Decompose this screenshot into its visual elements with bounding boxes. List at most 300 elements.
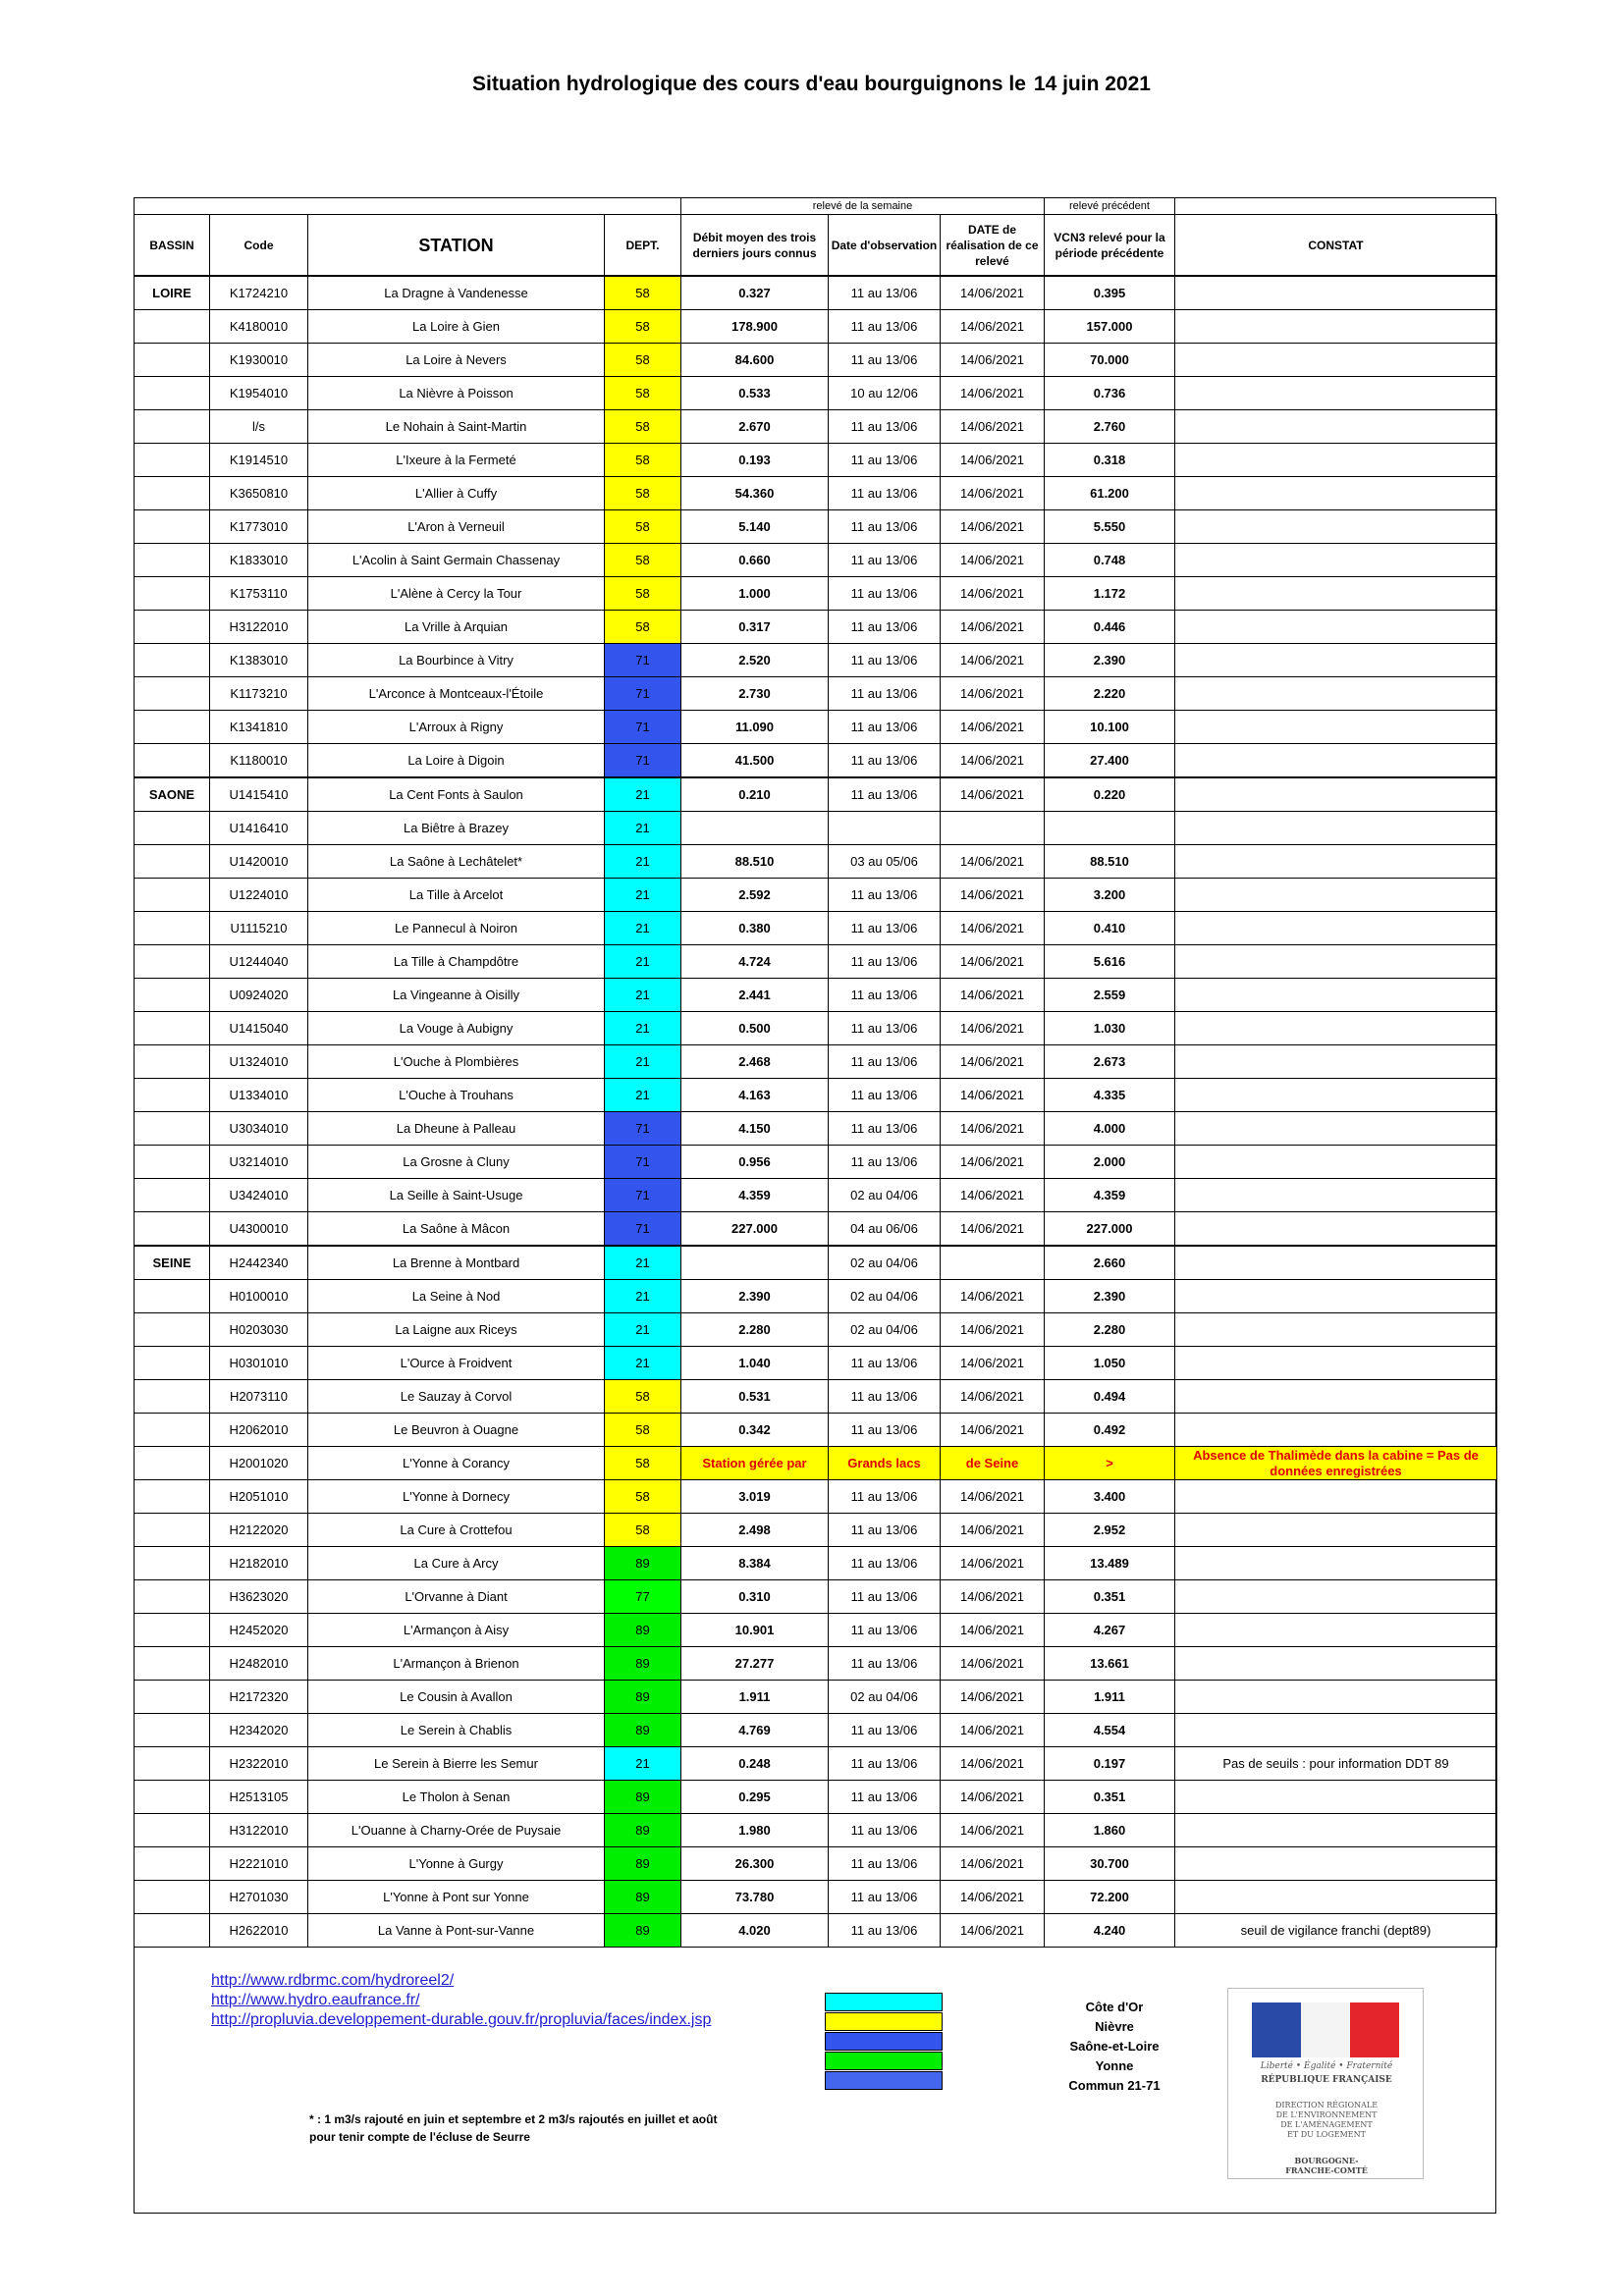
cell-vcn3: 88.510 bbox=[1045, 845, 1175, 879]
cell-bassin bbox=[135, 1914, 210, 1948]
cell-station: La Laigne aux Riceys bbox=[308, 1313, 605, 1347]
cell-debit: 2.730 bbox=[681, 677, 829, 711]
cell-date-releve: 14/06/2021 bbox=[941, 1814, 1045, 1847]
cell-date-obs: 11 au 13/06 bbox=[829, 777, 941, 812]
cell-code: U1415040 bbox=[210, 1012, 308, 1045]
cell-date-obs: 11 au 13/06 bbox=[829, 444, 941, 477]
group-header-week: relevé de la semaine bbox=[681, 198, 1045, 215]
cell-debit: 0.531 bbox=[681, 1380, 829, 1414]
cell-dept: 21 bbox=[605, 777, 681, 812]
table-row bbox=[135, 1079, 1497, 1112]
cell-code: K1930010 bbox=[210, 344, 308, 377]
cell-debit: 1.980 bbox=[681, 1814, 829, 1847]
cell-dept: 21 bbox=[605, 1012, 681, 1045]
cell-code: U4300010 bbox=[210, 1212, 308, 1247]
cell-constat bbox=[1175, 777, 1497, 812]
cell-constat bbox=[1175, 1547, 1497, 1580]
cell-station: La Grosne à Cluny bbox=[308, 1146, 605, 1179]
table-row bbox=[135, 1313, 1497, 1347]
cell-bassin bbox=[135, 1012, 210, 1045]
cell-debit: 8.384 bbox=[681, 1547, 829, 1580]
cell-vcn3: 0.318 bbox=[1045, 444, 1175, 477]
cell-dept: 21 bbox=[605, 1347, 681, 1380]
cell-bassin bbox=[135, 1614, 210, 1647]
cell-constat bbox=[1175, 410, 1497, 444]
legend-label-saone-et-loire: Saône-et-Loire bbox=[1069, 2039, 1160, 2054]
cell-date-releve: 14/06/2021 bbox=[941, 1881, 1045, 1914]
cell-dept: 71 bbox=[605, 711, 681, 744]
cell-station: L'Ouche à Trouhans bbox=[308, 1079, 605, 1112]
table-row bbox=[135, 1380, 1497, 1414]
cell-date-releve: 14/06/2021 bbox=[941, 945, 1045, 979]
cell-code: H2122020 bbox=[210, 1514, 308, 1547]
links-list bbox=[211, 1971, 711, 2030]
table-row bbox=[135, 879, 1497, 912]
cell-constat bbox=[1175, 510, 1497, 544]
table-row bbox=[135, 1045, 1497, 1079]
cell-vcn3: 61.200 bbox=[1045, 477, 1175, 510]
cell-vcn3: 72.200 bbox=[1045, 1881, 1175, 1914]
cell-debit: 54.360 bbox=[681, 477, 829, 510]
cell-date-releve: 14/06/2021 bbox=[941, 1714, 1045, 1747]
cell-bassin bbox=[135, 945, 210, 979]
cell-vcn3: 1.172 bbox=[1045, 577, 1175, 611]
cell-code: H2322010 bbox=[210, 1747, 308, 1781]
cell-date-obs: 11 au 13/06 bbox=[829, 1012, 941, 1045]
cell-constat bbox=[1175, 1647, 1497, 1681]
cell-constat: seuil de vigilance franchi (dept89) bbox=[1175, 1914, 1497, 1948]
cell-constat bbox=[1175, 544, 1497, 577]
cell-code: H2051010 bbox=[210, 1480, 308, 1514]
cell-code: H2172320 bbox=[210, 1681, 308, 1714]
cell-station: La Biêtre à Brazey bbox=[308, 812, 605, 845]
cell-code: H0203030 bbox=[210, 1313, 308, 1347]
cell-bassin bbox=[135, 1647, 210, 1681]
cell-vcn3: 2.000 bbox=[1045, 1146, 1175, 1179]
table-row bbox=[135, 410, 1497, 444]
cell-code: K1773010 bbox=[210, 510, 308, 544]
cell-date-obs: 11 au 13/06 bbox=[829, 677, 941, 711]
cell-station: La Dragne à Vandenesse bbox=[308, 276, 605, 310]
cell-bassin bbox=[135, 1179, 210, 1212]
cell-vcn3: 27.400 bbox=[1045, 744, 1175, 778]
cell-constat bbox=[1175, 879, 1497, 912]
cell-date-releve: 14/06/2021 bbox=[941, 1647, 1045, 1681]
cell-dept: 58 bbox=[605, 444, 681, 477]
cell-station: Le Cousin à Avallon bbox=[308, 1681, 605, 1714]
footnote-line-2: pour tenir compte de l'écluse de Seurre bbox=[309, 2130, 530, 2144]
cell-bassin bbox=[135, 611, 210, 644]
cell-dept: 89 bbox=[605, 1814, 681, 1847]
table-row bbox=[135, 1347, 1497, 1380]
footnote bbox=[309, 2110, 717, 2146]
link-rdbrmc[interactable]: http://www.rdbrmc.com/hydroreel2/ bbox=[211, 1972, 455, 1989]
table-row bbox=[135, 1447, 1497, 1480]
group-header-prev: relevé précédent bbox=[1045, 198, 1175, 215]
link-hydro-eaufrance[interactable]: http://www.hydro.eaufrance.fr/ bbox=[211, 1992, 420, 2008]
cell-constat bbox=[1175, 1280, 1497, 1313]
table-row bbox=[135, 812, 1497, 845]
cell-station: Le Serein à Bierre les Semur bbox=[308, 1747, 605, 1781]
cell-debit: 0.310 bbox=[681, 1580, 829, 1614]
cell-bassin bbox=[135, 1714, 210, 1747]
table-row bbox=[135, 1847, 1497, 1881]
cell-dept: 58 bbox=[605, 410, 681, 444]
cell-constat bbox=[1175, 644, 1497, 677]
cell-date-releve: 14/06/2021 bbox=[941, 1146, 1045, 1179]
table-row bbox=[135, 1681, 1497, 1714]
cell-dept: 58 bbox=[605, 1380, 681, 1414]
cell-debit: 5.140 bbox=[681, 510, 829, 544]
cell-code: H2622010 bbox=[210, 1914, 308, 1948]
cell-constat bbox=[1175, 1045, 1497, 1079]
cell-date-releve: 14/06/2021 bbox=[941, 1112, 1045, 1146]
cell-code: H2342020 bbox=[210, 1714, 308, 1747]
cell-vcn3: 1.030 bbox=[1045, 1012, 1175, 1045]
cell-date-releve: 14/06/2021 bbox=[941, 310, 1045, 344]
cell-debit: 2.441 bbox=[681, 979, 829, 1012]
cell-constat bbox=[1175, 577, 1497, 611]
cell-vcn3: 0.197 bbox=[1045, 1747, 1175, 1781]
cell-date-releve: 14/06/2021 bbox=[941, 510, 1045, 544]
col-header-code: Code bbox=[210, 215, 308, 277]
cell-dept: 21 bbox=[605, 912, 681, 945]
cell-vcn3: 2.390 bbox=[1045, 1280, 1175, 1313]
cell-bassin bbox=[135, 1212, 210, 1247]
table-row bbox=[135, 979, 1497, 1012]
table-row bbox=[135, 1547, 1497, 1580]
cell-code: U1224010 bbox=[210, 879, 308, 912]
link-propluvia[interactable]: http://propluvia.developpement-durable.gouv.fr/propluvia/faces/index.jsp bbox=[211, 2011, 712, 2028]
cell-vcn3: 2.760 bbox=[1045, 410, 1175, 444]
cell-debit: 0.500 bbox=[681, 1012, 829, 1045]
cell-bassin bbox=[135, 1313, 210, 1347]
cell-debit: 4.020 bbox=[681, 1914, 829, 1948]
table-row bbox=[135, 1914, 1497, 1948]
cell-vcn3: 30.700 bbox=[1045, 1847, 1175, 1881]
cell-debit: 2.468 bbox=[681, 1045, 829, 1079]
table-row bbox=[135, 510, 1497, 544]
cell-vcn3: 4.267 bbox=[1045, 1614, 1175, 1647]
cell-date-releve: 14/06/2021 bbox=[941, 1614, 1045, 1647]
cell-vcn3: 4.240 bbox=[1045, 1914, 1175, 1948]
cell-date-releve bbox=[941, 812, 1045, 845]
cell-vcn3: 2.220 bbox=[1045, 677, 1175, 711]
cell-constat bbox=[1175, 1514, 1497, 1547]
cell-constat bbox=[1175, 979, 1497, 1012]
cell-vcn3: 10.100 bbox=[1045, 711, 1175, 744]
cell-debit: 73.780 bbox=[681, 1881, 829, 1914]
cell-date-obs: 11 au 13/06 bbox=[829, 1547, 941, 1580]
cell-dept: 21 bbox=[605, 979, 681, 1012]
cell-vcn3: 0.351 bbox=[1045, 1781, 1175, 1814]
cell-station: La Cent Fonts à Saulon bbox=[308, 777, 605, 812]
cell-code: U1324010 bbox=[210, 1045, 308, 1079]
cell-constat bbox=[1175, 1112, 1497, 1146]
cell-station: Le Nohain à Saint-Martin bbox=[308, 410, 605, 444]
cell-dept: 89 bbox=[605, 1847, 681, 1881]
cell-constat bbox=[1175, 1012, 1497, 1045]
table-row bbox=[135, 1647, 1497, 1681]
cell-date-releve: 14/06/2021 bbox=[941, 1480, 1045, 1514]
cell-code: H2452020 bbox=[210, 1614, 308, 1647]
cell-debit: 84.600 bbox=[681, 344, 829, 377]
cell-vcn3: 0.351 bbox=[1045, 1580, 1175, 1614]
cell-dept: 89 bbox=[605, 1647, 681, 1681]
cell-date-obs: 04 au 06/06 bbox=[829, 1212, 941, 1247]
table-row bbox=[135, 777, 1497, 812]
cell-station: L'Arroux à Rigny bbox=[308, 711, 605, 744]
cell-date-releve: 14/06/2021 bbox=[941, 1280, 1045, 1313]
col-header-station: STATION bbox=[308, 215, 605, 277]
table-row bbox=[135, 477, 1497, 510]
cell-date-releve: 14/06/2021 bbox=[941, 377, 1045, 410]
table-row bbox=[135, 1112, 1497, 1146]
cell-debit: 4.769 bbox=[681, 1714, 829, 1747]
cell-dept: 58 bbox=[605, 1514, 681, 1547]
cell-date-obs: 11 au 13/06 bbox=[829, 879, 941, 912]
cell-constat bbox=[1175, 477, 1497, 510]
cell-code: U1334010 bbox=[210, 1079, 308, 1112]
group-header-row bbox=[135, 198, 1497, 215]
cell-date-releve: 14/06/2021 bbox=[941, 1347, 1045, 1380]
cell-date-obs: 11 au 13/06 bbox=[829, 979, 941, 1012]
table-row bbox=[135, 1212, 1497, 1247]
col-header-debit: Débit moyen des trois derniers jours connus bbox=[681, 215, 829, 277]
cell-constat bbox=[1175, 276, 1497, 310]
table-row bbox=[135, 744, 1497, 778]
cell-debit: 0.295 bbox=[681, 1781, 829, 1814]
cell-date-obs: 11 au 13/06 bbox=[829, 1647, 941, 1681]
cell-date-obs: 11 au 13/06 bbox=[829, 544, 941, 577]
cell-station: La Nièvre à Poisson bbox=[308, 377, 605, 410]
cell-date-obs: 11 au 13/06 bbox=[829, 1045, 941, 1079]
cell-date-releve: 14/06/2021 bbox=[941, 410, 1045, 444]
legend-swatch-yonne bbox=[825, 2052, 943, 2070]
cell-code: H0301010 bbox=[210, 1347, 308, 1380]
cell-code: H2073110 bbox=[210, 1380, 308, 1414]
cell-bassin bbox=[135, 1045, 210, 1079]
cell-bassin bbox=[135, 1347, 210, 1380]
cell-constat bbox=[1175, 611, 1497, 644]
cell-station: L'Ouanne à Charny-Orée de Puysaie bbox=[308, 1814, 605, 1847]
logo-republic: RÉPUBLIQUE FRANÇAISE bbox=[1261, 2075, 1392, 2085]
cell-vcn3: 4.554 bbox=[1045, 1714, 1175, 1747]
cell-constat: Pas de seuils : pour information DDT 89 bbox=[1175, 1747, 1497, 1781]
cell-dept: 21 bbox=[605, 812, 681, 845]
legend-swatch-nievre bbox=[825, 2012, 943, 2031]
cell-vcn3: 2.952 bbox=[1045, 1514, 1175, 1547]
cell-bassin bbox=[135, 979, 210, 1012]
cell-bassin bbox=[135, 1146, 210, 1179]
cell-code: U3034010 bbox=[210, 1112, 308, 1146]
cell-date-obs: 11 au 13/06 bbox=[829, 477, 941, 510]
cell-debit: 11.090 bbox=[681, 711, 829, 744]
cell-vcn3: 4.335 bbox=[1045, 1079, 1175, 1112]
table-row bbox=[135, 1012, 1497, 1045]
cell-station: Le Sauzay à Corvol bbox=[308, 1380, 605, 1414]
cell-dept: 58 bbox=[605, 577, 681, 611]
title-date: 14 juin 2021 bbox=[1033, 73, 1151, 95]
cell-constat bbox=[1175, 1480, 1497, 1514]
cell-debit: 178.900 bbox=[681, 310, 829, 344]
cell-debit: Station gérée par bbox=[681, 1447, 829, 1480]
cell-code: U1420010 bbox=[210, 845, 308, 879]
cell-station: L'Armançon à Brienon bbox=[308, 1647, 605, 1681]
cell-bassin bbox=[135, 644, 210, 677]
cell-station: L'Ixeure à la Fermeté bbox=[308, 444, 605, 477]
cell-debit: 88.510 bbox=[681, 845, 829, 879]
table-row bbox=[135, 1280, 1497, 1313]
table-row bbox=[135, 344, 1497, 377]
cell-dept: 58 bbox=[605, 310, 681, 344]
cell-station: L'Allier à Cuffy bbox=[308, 477, 605, 510]
cell-bassin bbox=[135, 1814, 210, 1847]
footnote-line-1: * : 1 m3/s rajouté en juin et septembre et 2 m3/s rajoutés en juillet et août bbox=[309, 2112, 718, 2126]
cell-date-releve: 14/06/2021 bbox=[941, 979, 1045, 1012]
cell-vcn3: 5.616 bbox=[1045, 945, 1175, 979]
cell-code: H3623020 bbox=[210, 1580, 308, 1614]
table-row bbox=[135, 276, 1497, 310]
cell-date-obs: 11 au 13/06 bbox=[829, 945, 941, 979]
table-row bbox=[135, 444, 1497, 477]
cell-dept: 21 bbox=[605, 945, 681, 979]
cell-date-obs: 02 au 04/06 bbox=[829, 1246, 941, 1280]
cell-bassin bbox=[135, 477, 210, 510]
cell-code: U1244040 bbox=[210, 945, 308, 979]
cell-date-obs: 11 au 13/06 bbox=[829, 1781, 941, 1814]
cell-dept: 71 bbox=[605, 1179, 681, 1212]
cell-code: K1180010 bbox=[210, 744, 308, 778]
cell-debit bbox=[681, 812, 829, 845]
cell-code: H3122010 bbox=[210, 611, 308, 644]
cell-date-releve: 14/06/2021 bbox=[941, 1547, 1045, 1580]
cell-date-obs bbox=[829, 812, 941, 845]
cell-vcn3: 0.220 bbox=[1045, 777, 1175, 812]
cell-constat bbox=[1175, 1079, 1497, 1112]
cell-date-releve: 14/06/2021 bbox=[941, 611, 1045, 644]
cell-date-obs: Grands lacs bbox=[829, 1447, 941, 1480]
cell-debit: 0.660 bbox=[681, 544, 829, 577]
cell-vcn3: 0.748 bbox=[1045, 544, 1175, 577]
cell-dept: 58 bbox=[605, 1414, 681, 1447]
cell-debit: 0.533 bbox=[681, 377, 829, 410]
logo-motto: Liberté • Égalité • Fraternité bbox=[1260, 2061, 1393, 2071]
legend-label-cote-dor: Côte d'Or bbox=[1085, 2000, 1144, 2014]
cell-debit: 41.500 bbox=[681, 744, 829, 778]
cell-station: Le Tholon à Senan bbox=[308, 1781, 605, 1814]
col-header-constat: CONSTAT bbox=[1175, 215, 1497, 277]
cell-code: U1415410 bbox=[210, 777, 308, 812]
cell-debit: 0.193 bbox=[681, 444, 829, 477]
cell-debit: 2.592 bbox=[681, 879, 829, 912]
cell-code: U3424010 bbox=[210, 1179, 308, 1212]
cell-date-releve: 14/06/2021 bbox=[941, 912, 1045, 945]
cell-vcn3: 157.000 bbox=[1045, 310, 1175, 344]
cell-bassin bbox=[135, 912, 210, 945]
table-row bbox=[135, 1714, 1497, 1747]
cell-constat bbox=[1175, 1781, 1497, 1814]
title-text: Situation hydrologique des cours d'eau bourguignons le bbox=[472, 73, 1026, 95]
cell-date-obs: 11 au 13/06 bbox=[829, 1847, 941, 1881]
cell-station: La Seille à Saint-Usuge bbox=[308, 1179, 605, 1212]
prefecture-logo bbox=[1227, 1988, 1424, 2179]
cell-vcn3: 1.050 bbox=[1045, 1347, 1175, 1380]
cell-date-releve: 14/06/2021 bbox=[941, 1747, 1045, 1781]
cell-dept: 58 bbox=[605, 477, 681, 510]
cell-station: L'Yonne à Gurgy bbox=[308, 1847, 605, 1881]
cell-vcn3 bbox=[1045, 812, 1175, 845]
cell-debit: 0.210 bbox=[681, 777, 829, 812]
cell-bassin bbox=[135, 344, 210, 377]
cell-date-releve: 14/06/2021 bbox=[941, 276, 1045, 310]
legend-label-commun: Commun 21-71 bbox=[1068, 2078, 1161, 2093]
cell-station: La Vanne à Pont-sur-Vanne bbox=[308, 1914, 605, 1948]
cell-code: H0100010 bbox=[210, 1280, 308, 1313]
cell-constat bbox=[1175, 1212, 1497, 1247]
cell-debit: 4.150 bbox=[681, 1112, 829, 1146]
cell-date-obs: 03 au 05/06 bbox=[829, 845, 941, 879]
cell-constat bbox=[1175, 1847, 1497, 1881]
cell-date-obs: 11 au 13/06 bbox=[829, 1514, 941, 1547]
cell-vcn3: 2.673 bbox=[1045, 1045, 1175, 1079]
cell-date-releve: 14/06/2021 bbox=[941, 544, 1045, 577]
cell-station: L'Yonne à Dornecy bbox=[308, 1480, 605, 1514]
cell-code: H2442340 bbox=[210, 1246, 308, 1280]
cell-station: Le Beuvron à Ouagne bbox=[308, 1414, 605, 1447]
cell-date-releve: 14/06/2021 bbox=[941, 879, 1045, 912]
cell-bassin bbox=[135, 879, 210, 912]
cell-bassin bbox=[135, 1781, 210, 1814]
cell-code: l/s bbox=[210, 410, 308, 444]
cell-vcn3: 3.200 bbox=[1045, 879, 1175, 912]
col-header-bassin: BASSIN bbox=[135, 215, 210, 277]
cell-debit: 4.163 bbox=[681, 1079, 829, 1112]
cell-dept: 21 bbox=[605, 1246, 681, 1280]
cell-constat bbox=[1175, 310, 1497, 344]
cell-vcn3: 0.492 bbox=[1045, 1414, 1175, 1447]
table-row bbox=[135, 1480, 1497, 1514]
cell-bassin bbox=[135, 711, 210, 744]
cell-dept: 71 bbox=[605, 1212, 681, 1247]
cell-date-obs: 11 au 13/06 bbox=[829, 276, 941, 310]
cell-debit: 0.327 bbox=[681, 276, 829, 310]
cell-date-obs: 11 au 13/06 bbox=[829, 1414, 941, 1447]
cell-debit: 2.280 bbox=[681, 1313, 829, 1347]
cell-date-obs: 02 au 04/06 bbox=[829, 1313, 941, 1347]
cell-code: H3122010 bbox=[210, 1814, 308, 1847]
cell-date-obs: 11 au 13/06 bbox=[829, 344, 941, 377]
cell-bassin bbox=[135, 1480, 210, 1514]
table-row bbox=[135, 1881, 1497, 1914]
cell-constat bbox=[1175, 1681, 1497, 1714]
table-row bbox=[135, 1179, 1497, 1212]
cell-station: La Vingeanne à Oisilly bbox=[308, 979, 605, 1012]
table-row bbox=[135, 377, 1497, 410]
cell-code: H2701030 bbox=[210, 1881, 308, 1914]
cell-code: H2482010 bbox=[210, 1647, 308, 1681]
cell-date-releve: 14/06/2021 bbox=[941, 677, 1045, 711]
cell-dept: 58 bbox=[605, 611, 681, 644]
table-row bbox=[135, 544, 1497, 577]
cell-station: L'Alène à Cercy la Tour bbox=[308, 577, 605, 611]
cell-date-obs: 02 au 04/06 bbox=[829, 1280, 941, 1313]
cell-code: K4180010 bbox=[210, 310, 308, 344]
cell-bassin bbox=[135, 1280, 210, 1313]
cell-date-releve: 14/06/2021 bbox=[941, 1179, 1045, 1212]
cell-code: K1833010 bbox=[210, 544, 308, 577]
cell-dept: 58 bbox=[605, 276, 681, 310]
